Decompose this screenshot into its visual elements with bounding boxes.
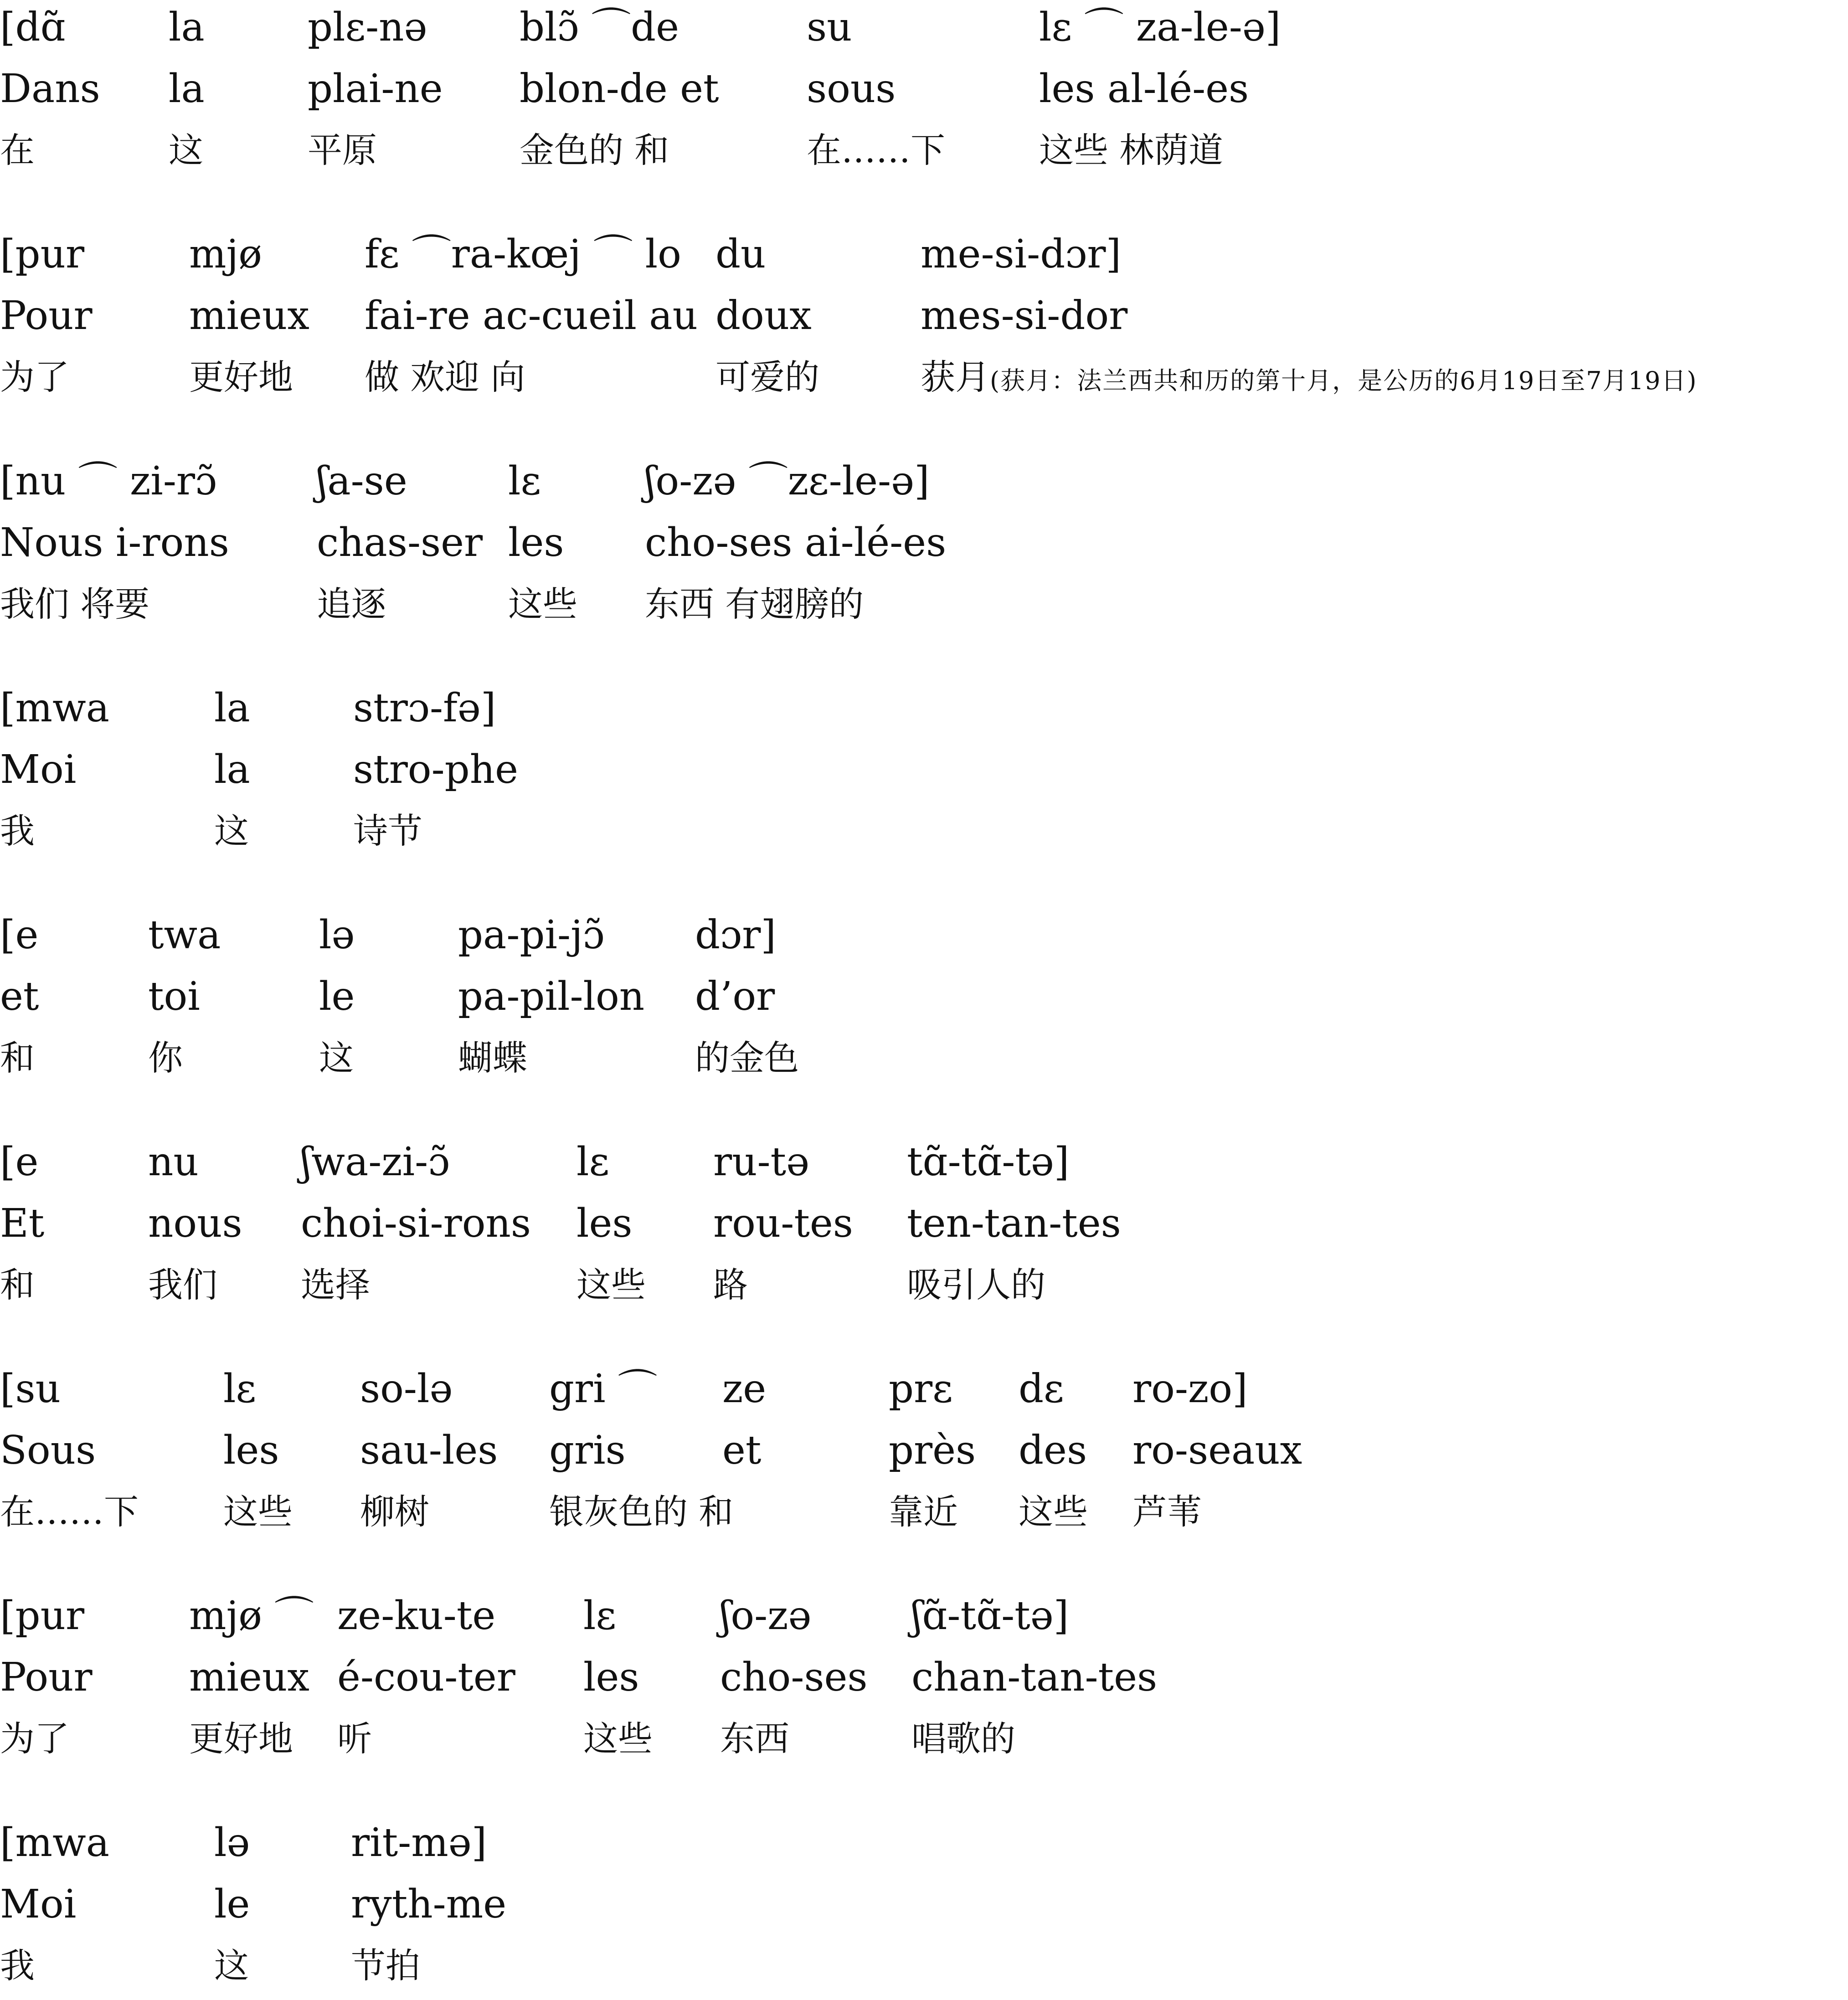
ipa-word: mjø ⌒ (189, 1593, 314, 1639)
chinese-gloss: 的金色 (695, 1038, 799, 1078)
french-word: plai-ne (308, 66, 443, 112)
french-word: mieux (189, 293, 309, 339)
ipa-word: blɔ̃ ⌒de (520, 5, 679, 50)
french-word: les (583, 1655, 639, 1700)
ipa-word: dɛ (1019, 1366, 1064, 1412)
chinese-gloss: 这些 (223, 1491, 293, 1532)
ipa-word: nu (148, 1139, 199, 1185)
ipa-word: [pur (0, 1593, 85, 1639)
french-word: la (214, 747, 250, 792)
french-word: des (1019, 1428, 1087, 1473)
french-word: les (577, 1201, 633, 1246)
french-word: et (722, 1428, 762, 1473)
french-word: les al-lé-es (1039, 66, 1249, 112)
chinese-gloss: 可爱的 (716, 357, 819, 397)
french-word: ro-seaux (1132, 1428, 1302, 1473)
chinese-gloss: 你 (148, 1038, 183, 1078)
ipa-word: lɛ ⌒ za-le-ə] (1039, 5, 1281, 50)
chinese-gloss: 芦苇 (1132, 1491, 1202, 1532)
ipa-word: ʃɑ̃-tɑ̃-tə] (911, 1593, 1069, 1639)
ipa-word: ro-zo] (1132, 1366, 1248, 1412)
ipa-word: [dɑ̃ (0, 5, 66, 50)
chinese-gloss: 追逐 (317, 584, 386, 624)
chinese-gloss: 这 (214, 811, 249, 851)
french-word: gris (549, 1428, 626, 1473)
ipa-word: so-lə (360, 1366, 453, 1412)
chinese-gloss: 平原 (308, 130, 377, 170)
ipa-word: la (169, 5, 205, 50)
ipa-word: [pur (0, 231, 85, 277)
ipa-word: me-si-dɔr] (921, 231, 1122, 277)
french-word: fai-re ac-cueil au (365, 293, 698, 339)
french-word: Et (0, 1201, 45, 1246)
ipa-word: la (214, 685, 250, 731)
french-word: choi-si-rons (301, 1201, 531, 1246)
french-word: et (0, 974, 39, 1019)
ipa-word: ʃwa-zi-ɔ̃ (301, 1139, 450, 1185)
ipa-word: ze-ku-te (337, 1593, 496, 1639)
ipa-word: [e (0, 912, 39, 958)
ipa-word: du (716, 231, 766, 277)
ipa-word: lɛ (508, 458, 541, 504)
chinese-gloss: 我 (0, 811, 35, 851)
chinese-gloss: 为了 (0, 357, 69, 397)
french-word: pa-pil-lon (458, 974, 645, 1019)
chinese-gloss: 靠近 (889, 1491, 958, 1532)
ipa-word: [nu ⌒ zi-rɔ̃ (0, 458, 217, 504)
chinese-gloss: 唱歌的 (911, 1718, 1015, 1759)
chinese-gloss: 我们 将要 (0, 584, 150, 624)
chinese-gloss: 在……下 (807, 130, 945, 170)
chinese-gloss: 这些 (508, 584, 577, 624)
french-word: d’or (695, 974, 775, 1019)
ipa-word: su (807, 5, 852, 50)
ipa-word: [su (0, 1366, 61, 1412)
chinese-gloss: 做 欢迎 向 (365, 357, 525, 397)
ipa-word: lə (319, 912, 355, 958)
ipa-word: pa-pi-jɔ̃ (458, 912, 605, 958)
french-word: blon-de et (520, 66, 719, 112)
ipa-word: [mwa (0, 1820, 109, 1866)
french-word: Pour (0, 293, 93, 339)
ipa-word: prɛ (889, 1366, 953, 1412)
french-word: é-cou-ter (337, 1655, 515, 1700)
footnote: (获月：法兰西共和历的第十月，是公历的6月19日至7月19日) (990, 366, 1698, 395)
ipa-word: fɛ ⌒ra-kœj ⌒ lo (365, 231, 681, 277)
chinese-gloss: 在……下 (0, 1491, 139, 1532)
chinese-gloss: 蝴蝶 (458, 1038, 527, 1078)
ipa-word: strɔ-fə] (353, 685, 496, 731)
ipa-word: rit-mə] (351, 1820, 487, 1866)
ipa-word: plɛ-nə (308, 5, 427, 50)
french-word: les (223, 1428, 279, 1473)
chinese-gloss: 节拍 (351, 1945, 420, 1986)
french-word: chas-ser (317, 520, 483, 566)
chinese-gloss: 我 (0, 1945, 35, 1986)
french-word: cho-ses ai-lé-es (645, 520, 947, 566)
chinese-gloss: 更好地 (189, 1718, 293, 1759)
chinese-gloss: 东西 有翅膀的 (645, 584, 864, 624)
ipa-word: ʃo-zə (720, 1593, 812, 1639)
french-word: les (508, 520, 564, 566)
chinese-gloss: 柳树 (360, 1491, 429, 1532)
ipa-word: ru-tə (713, 1139, 810, 1185)
chinese-gloss-text: 获月 (921, 357, 990, 397)
ipa-word: ʃo-zə ⌒zɛ-le-ə] (645, 458, 930, 504)
chinese-gloss: 这 (319, 1038, 354, 1078)
french-word: le (214, 1882, 250, 1927)
french-word: rou-tes (713, 1201, 853, 1246)
french-word: mieux (189, 1655, 309, 1700)
french-word: Moi (0, 747, 77, 792)
chinese-gloss: 这些 林荫道 (1039, 130, 1224, 170)
ipa-word: lɛ (223, 1366, 257, 1412)
french-word: chan-tan-tes (911, 1655, 1158, 1700)
ipa-word: ʃa-se (317, 458, 407, 504)
chinese-gloss: 这 (169, 130, 203, 170)
chinese-gloss: 东西 (720, 1718, 789, 1759)
ipa-word: dɔr] (695, 912, 776, 958)
chinese-gloss: 和 (0, 1038, 35, 1078)
chinese-gloss: 选择 (301, 1265, 370, 1305)
ipa-word: lɛ (577, 1139, 610, 1185)
chinese-gloss: 在 (0, 130, 35, 170)
chinese-gloss: 我们 (148, 1265, 217, 1305)
french-word: ryth-me (351, 1882, 507, 1927)
chinese-gloss: 更好地 (189, 357, 293, 397)
chinese-gloss: 这些 (583, 1718, 653, 1759)
chinese-gloss: 吸引人的 (907, 1265, 1045, 1305)
french-word: Pour (0, 1655, 93, 1700)
ipa-word: gri ⌒ (549, 1366, 658, 1412)
french-word: Moi (0, 1882, 77, 1927)
ipa-word: [e (0, 1139, 39, 1185)
chinese-gloss: 这 (214, 1945, 249, 1986)
ipa-word: lə (214, 1820, 250, 1866)
french-word: près (889, 1428, 976, 1473)
french-word: ten-tan-tes (907, 1201, 1121, 1246)
french-word: doux (716, 293, 812, 339)
french-word: Sous (0, 1428, 96, 1473)
ipa-word: mjø (189, 231, 262, 277)
french-word: sous (807, 66, 896, 112)
french-word: stro-phe (353, 747, 518, 792)
chinese-gloss: 金色的 和 (520, 130, 669, 170)
chinese-gloss: 这些 (1019, 1491, 1088, 1532)
french-word: la (169, 66, 205, 112)
french-word: cho-ses (720, 1655, 868, 1700)
french-word: nous (148, 1201, 242, 1246)
french-word: le (319, 974, 355, 1019)
ipa-word: ze (722, 1366, 767, 1412)
ipa-word: [mwa (0, 685, 109, 731)
chinese-gloss: 听 (337, 1718, 372, 1759)
french-word: toi (148, 974, 200, 1019)
chinese-gloss: 路 (713, 1265, 748, 1305)
chinese-gloss: 和 (0, 1265, 35, 1305)
chinese-gloss: 银灰色的 和 (549, 1491, 734, 1532)
french-word: Nous i-rons (0, 520, 229, 566)
chinese-gloss: 为了 (0, 1718, 69, 1759)
chinese-gloss: 这些 (577, 1265, 646, 1305)
chinese-gloss (921, 350, 1697, 408)
french-word: mes-si-dor (921, 293, 1128, 339)
ipa-word: twa (148, 912, 221, 958)
ipa-word: tɑ̃-tɑ̃-tə] (907, 1139, 1070, 1185)
french-word: Dans (0, 66, 100, 112)
chinese-gloss: 诗节 (353, 811, 422, 851)
french-word: sau-les (360, 1428, 498, 1473)
ipa-word: lɛ (583, 1593, 617, 1639)
